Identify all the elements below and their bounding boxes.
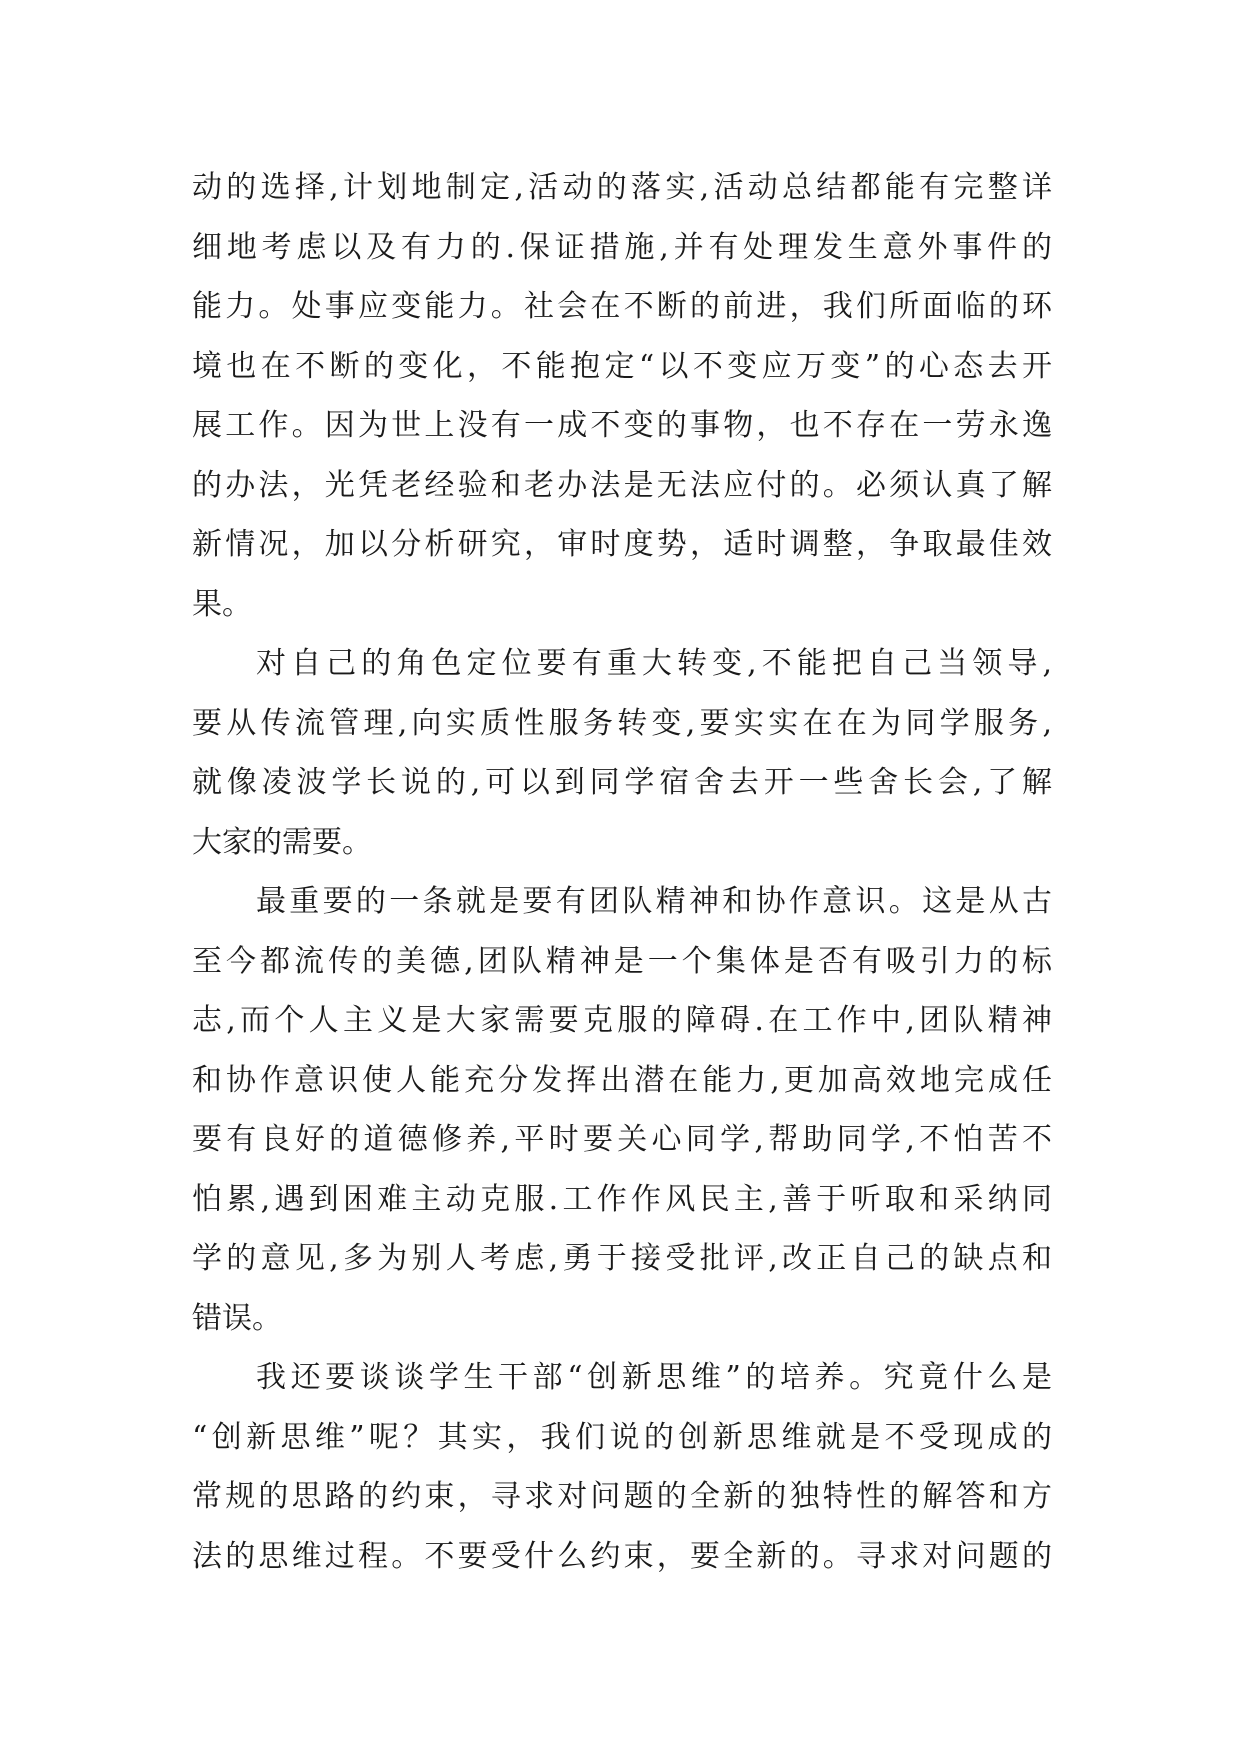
text-line: 和协作意识使人能充分发挥出潜在能力,更加高效地完成任 (192, 1062, 1052, 1098)
text-line: 展工作。因为世上没有一成不变的事物，也不存在一劳永逸 (192, 408, 1052, 443)
text-line: 错误。 (192, 1300, 282, 1336)
text-line: 要有良好的道德修养,平时要关心同学,帮助同学,不怕苦不 (192, 1122, 1052, 1157)
text-line: 学的意见,多为别人考虑,勇于接受批评,改正自己的缺点和 (192, 1241, 1052, 1276)
text-line: 对自己的角色定位要有重大转变,不能把自己当领导, (256, 646, 1052, 681)
text-line: 动的选择,计划地制定,活动的落实,活动总结都能有完整详 (192, 170, 1052, 205)
text-line: 就像凌波学长说的,可以到同学宿舍去开一些舍长会,了解 (192, 765, 1052, 800)
document-body (192, 158, 1052, 1586)
text-line: 怕累,遇到困难主动克服.工作作风民主,善于听取和采纳同 (192, 1181, 1052, 1217)
text-line: 要从传流管理,向实质性服务转变,要实实在在为同学服务, (192, 705, 1052, 741)
text-line: 的办法，光凭老经验和老办法是无法应付的。必须认真了解 (192, 467, 1052, 503)
text-line: 能力。处事应变能力。社会在不断的前进，我们所面临的环 (192, 289, 1052, 324)
text-line: 大家的需要。 (192, 824, 372, 860)
text-line: 志,而个人主义是大家需要克服的障碍.在工作中,团队精神 (192, 1003, 1052, 1038)
text-line: 果。 (192, 586, 252, 622)
text-line: 常规的思路的约束，寻求对问题的全新的独特性的解答和方 (192, 1479, 1052, 1514)
text-line: 至今都流传的美德,团队精神是一个集体是否有吸引力的标 (192, 943, 1052, 979)
text-line: 新情况，加以分析研究，审时度势，适时调整，争取最佳效 (192, 527, 1052, 562)
text-line: 法的思维过程。不要受什么约束，要全新的。寻求对问题的 (192, 1538, 1052, 1574)
text-line: 境也在不断的变化，不能抱定“以不变应万变”的心态去开 (192, 348, 1052, 384)
text-line: 我还要谈谈学生干部“创新思维”的培养。究竟什么是 (256, 1360, 1052, 1395)
text-line: “创新思维”呢？其实，我们说的创新思维就是不受现成的 (192, 1419, 1052, 1455)
text-line: 细地考虑以及有力的.保证措施,并有处理发生意外事件的 (192, 229, 1052, 265)
text-line: 最重要的一条就是要有团队精神和协作意识。这是从古 (256, 884, 1052, 919)
